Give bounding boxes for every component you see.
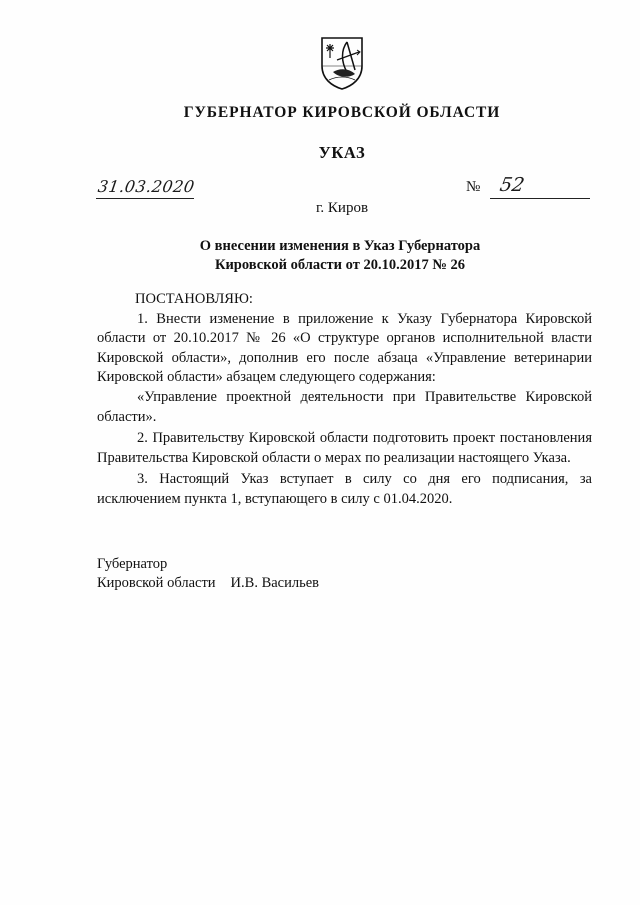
item-3: 3. Настоящий Указ вступает в силу со дня его подписания, за исключением пункта 1, вступающего в силу с 01.04.2020. bbox=[97, 471, 592, 507]
number-field bbox=[490, 174, 590, 199]
signatory-title-line-2: Кировской области bbox=[97, 575, 216, 591]
document-body bbox=[97, 290, 592, 510]
signatory-name: И.В. Васильев bbox=[230, 575, 319, 591]
kirov-coat-of-arms-icon bbox=[319, 36, 365, 90]
item-1-quote: «Управление проектной деятельности при Правительстве Кировской области». bbox=[97, 388, 592, 425]
issuing-authority: ГУБЕРНАТОР КИРОВСКОЙ ОБЛАСТИ bbox=[183, 104, 501, 121]
city-line: г. Киров bbox=[315, 200, 369, 216]
handwritten-date: 31.03.2020 bbox=[96, 177, 196, 196]
handwritten-number: 52 bbox=[498, 174, 527, 196]
date-field bbox=[96, 178, 194, 199]
subject-line-1: О внесении изменения в Указ Губернатора bbox=[199, 238, 481, 254]
document-subject bbox=[160, 237, 520, 275]
item-2: 2. Правительству Кировской области подготовить проект постановления Правительства Кировской области о мерах по реализации настоящего Указа. bbox=[97, 430, 592, 466]
document-type-title: УКАЗ bbox=[318, 143, 366, 162]
decree-word: ПОСТАНОВЛЯЮ: bbox=[135, 291, 253, 307]
item-1: 1. Внести изменение в приложение к Указу Губернатора Кировской области от 20.10.2017 № 26 «О структуре органов исполнительной власти Кировской области», дополнив его после абзаца «Управление ветеринарии Кировской области» абзацем следующего содержания: bbox=[97, 310, 592, 386]
signature-block bbox=[97, 555, 319, 593]
subject-line-2: Кировской области от 20.10.2017 № 26 bbox=[214, 257, 466, 273]
signatory-title-line-1: Губернатор bbox=[97, 556, 168, 572]
number-label: № bbox=[466, 179, 481, 195]
signatory-title-row bbox=[97, 574, 319, 593]
